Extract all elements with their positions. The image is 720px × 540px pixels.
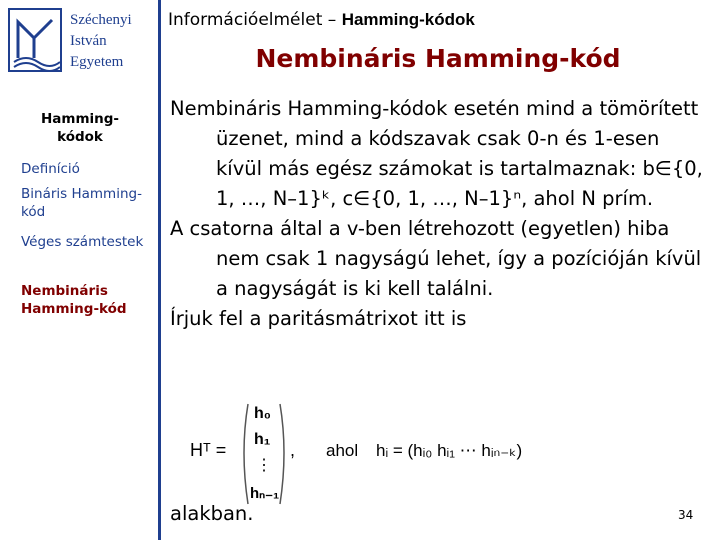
- formula-rhs: hᵢ = (hᵢ₀ hᵢ₁ ⋯ hᵢₙ₋ₖ): [376, 441, 523, 460]
- page-number: 34: [678, 508, 694, 522]
- university-name: Széchenyi István Egyetem: [70, 12, 132, 70]
- parity-matrix-formula: [190, 392, 610, 512]
- matrix-row-0: h₀: [254, 405, 271, 422]
- university-logo-icon: [8, 8, 62, 72]
- course-name: Információelmélet: [168, 10, 323, 30]
- svg-text:,: ,: [290, 440, 296, 460]
- closing-text: alakban.: [170, 502, 254, 525]
- slide-title: Nembináris Hamming-kód: [255, 44, 621, 73]
- matrix-row-dots: ⋮: [256, 457, 272, 474]
- sidebar-item-nembinaris[interactable]: Nembináris Hamming-kód: [21, 283, 127, 317]
- formula-where: ahol: [326, 441, 359, 460]
- header-topic: Hamming-kódok: [341, 10, 475, 29]
- slide-body: [170, 94, 710, 334]
- header-separator: –: [327, 10, 337, 30]
- paragraph-nonbinary: Nembináris Hamming-kódok esetén mind a tömörített üzenet, mind a kódszavak csak 0-n és 1-esen kívül más egész számokat is tartalmaznak: b∈{0, 1, …, N–1}ᵏ, c∈{0, 1, …, N–1}ⁿ, ahol N prím.: [170, 97, 703, 210]
- sidebar-heading: Hamming-kódok: [40, 111, 120, 145]
- sidebar-item-definicio[interactable]: Definíció: [21, 161, 80, 177]
- sidebar-item-veges[interactable]: Véges számtestek: [21, 234, 144, 250]
- paragraph-parity: Írjuk fel a paritásmátrixot itt is: [170, 307, 467, 330]
- slide-header: [168, 10, 475, 30]
- matrix-row-1: h₁: [254, 431, 271, 448]
- sidebar-divider: [158, 0, 161, 540]
- paragraph-error: A csatorna által a v-ben létrehozott (egyetlen) hiba nem csak 1 nagyságú lehet, így a pozícióján kívül a nagyságát is ki kell találni.: [170, 217, 702, 300]
- sidebar-item-binaris[interactable]: Bináris Hamming-kód: [21, 186, 142, 220]
- matrix-row-last: hₙ₋₁: [250, 485, 280, 502]
- formula-lhs: Hᵀ =: [190, 440, 227, 460]
- sidebar: [0, 0, 160, 540]
